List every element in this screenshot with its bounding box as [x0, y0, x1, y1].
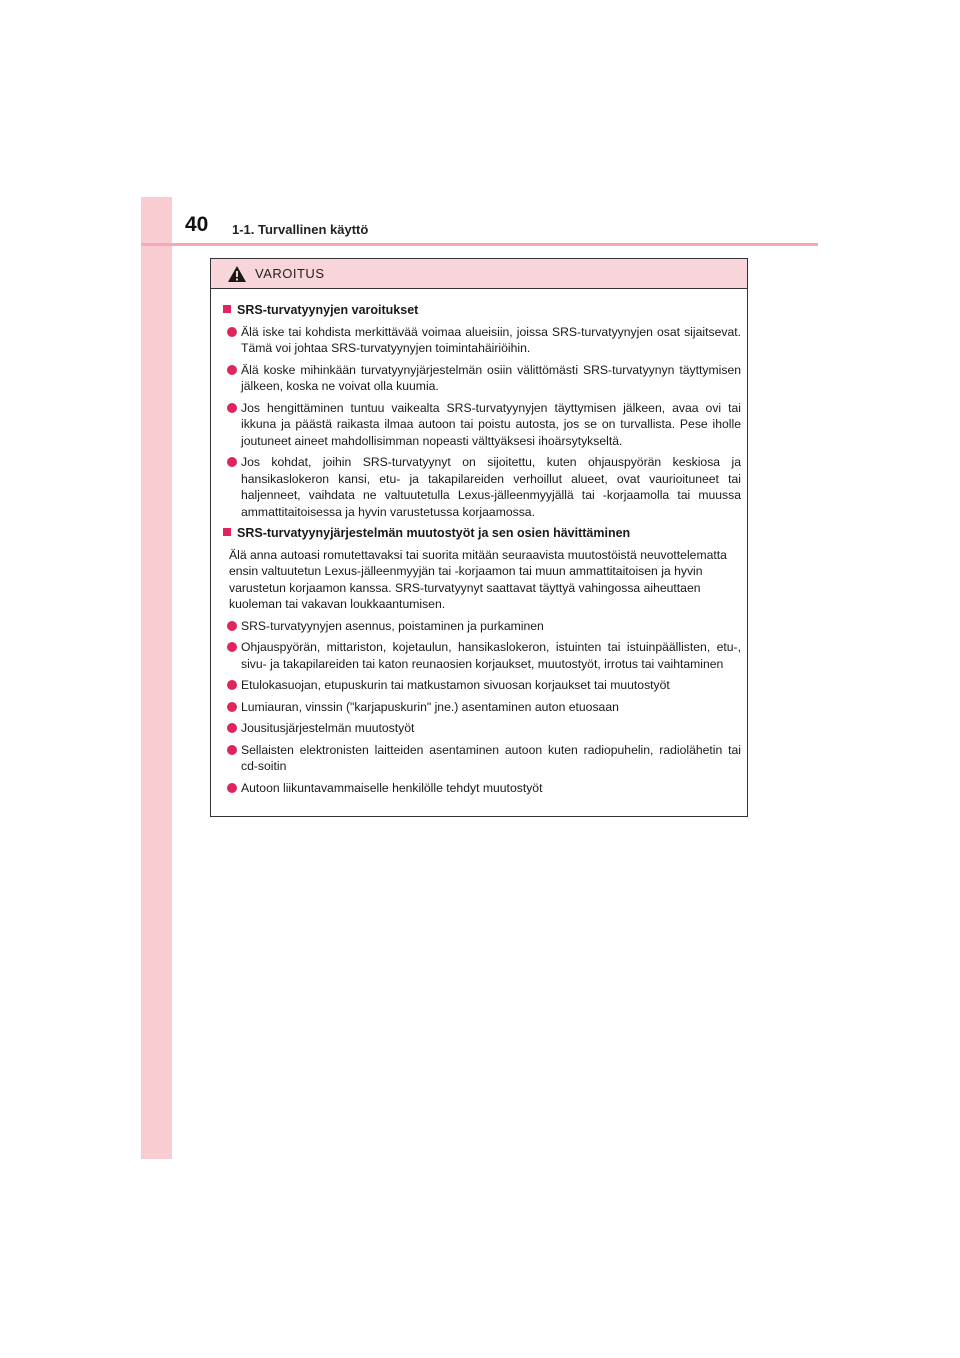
- round-bullet-icon: [227, 327, 237, 337]
- list-item: [223, 362, 741, 395]
- round-bullet-icon: [227, 642, 237, 652]
- square-bullet-icon: [223, 305, 231, 313]
- list-item-text: Sellaisten elektronisten laitteiden asentaminen autoon kuten radiopuhelin, radiolähetin tai cd-soitin: [241, 742, 741, 773]
- section-heading-text: SRS-turvatyynyjen varoitukset: [237, 303, 419, 317]
- list-item: [223, 742, 741, 775]
- page-number: 40: [185, 213, 209, 236]
- list-item-text: Jos kohdat, joihin SRS-turvatyynyt on sijoitettu, kuten ohjauspyörän keskiosa ja hansikaslokeron kansi, etu- ja takapilareiden verhoillut alueet, ovat vaurioituneet tai haljenneet, vaihdata ne valtuutetulla Lexus-jälleenmyyjällä tai -korjaamolla tai muussa ammattitaitoisessa ja hyvin varustetussa korjaamossa.: [241, 455, 741, 519]
- warning-title: VAROITUS: [255, 266, 325, 281]
- section-heading: [223, 302, 741, 319]
- list-item: [223, 400, 741, 450]
- list-item-text: Älä koske mihinkään turvatyynyjärjestelmän osiin välittömästi SRS-turvatyynyn täyttymisen jälkeen, koska ne voivat olla kuumia.: [241, 362, 741, 393]
- warning-header: [211, 259, 747, 289]
- round-bullet-icon: [227, 723, 237, 733]
- header-rule: [141, 243, 818, 246]
- warning-body: [211, 289, 747, 796]
- section-heading: [223, 525, 741, 542]
- list-item: [223, 639, 741, 672]
- list-item-text: Jousitusjärjestelmän muutostyöt: [241, 721, 415, 735]
- round-bullet-icon: [227, 783, 237, 793]
- list-item-text: Jos hengittäminen tuntuu vaikealta SRS-turvatyynyjen täyttymisen jälkeen, avaa ovi tai ikkuna ja päästä raikasta ilmaa autoon tai poistu autosta, jos se on turvallista. Pese iholle joutuneet aineet mahdollisimman nopeasti välttyäksesi ihoärsytykseltä.: [241, 400, 741, 448]
- round-bullet-icon: [227, 457, 237, 467]
- list-item: [223, 699, 741, 716]
- list-item: [223, 720, 741, 737]
- warning-triangle-icon: [227, 265, 247, 283]
- list-item-text: Autoon liikuntavammaiselle henkilölle tehdyt muutostyöt: [241, 780, 543, 795]
- section-title: 1-1. Turvallinen käyttö: [232, 222, 369, 237]
- square-bullet-icon: [223, 528, 231, 536]
- list-item-text: Etulokasuojan, etupuskurin tai matkustamon sivuosan korjaukset tai muutostyöt: [241, 678, 670, 692]
- list-item-text: Lumiauran, vinssin ("karjapuskurin" jne.) asentaminen auton etuosaan: [241, 699, 619, 714]
- section-heading-text: SRS-turvatyynyjärjestelmän muutostyöt ja sen osien hävittäminen: [237, 526, 631, 540]
- round-bullet-icon: [227, 365, 237, 375]
- round-bullet-icon: [227, 403, 237, 413]
- list-item: [223, 324, 741, 357]
- warning-box: [210, 258, 748, 817]
- side-color-band: [141, 197, 172, 1159]
- list-item: [223, 618, 741, 635]
- list-item: [223, 677, 741, 694]
- round-bullet-icon: [227, 680, 237, 690]
- list-item-text: Älä iske tai kohdista merkittävää voimaa alueisiin, joissa SRS-turvatyynyjen osat sijaitsevat. Tämä voi johtaa SRS-turvatyynyjen toimintahäiriöihin.: [241, 324, 741, 355]
- list-item-text: SRS-turvatyynyjen asennus, poistaminen ja purkaminen: [241, 618, 544, 633]
- round-bullet-icon: [227, 621, 237, 631]
- list-item-text: Ohjauspyörän, mittariston, kojetaulun, hansikaslokeron, istuinten tai istuinpäällisten, etu-, sivu- ja takapilareiden tai katon reunaosien korjaukset, muutostyöt, irrotus tai vaihtaminen: [241, 640, 741, 671]
- list-item: [223, 454, 741, 520]
- round-bullet-icon: [227, 702, 237, 712]
- round-bullet-icon: [227, 745, 237, 755]
- section-paragraph: Älä anna autoasi romutettavaksi tai suorita mitään seuraavista muutostöistä neuvottelematta ensin valtuutetun Lexus-jälleenmyyjän tai -korjaamon tai muun ammattitaitoisen ja hyvin varustetun korjaamon kanssa. SRS-turvatyynyt saattavat täyttyä vahingossa aiheuttaen kuoleman tai vakavan loukkaantumisen.: [229, 547, 727, 611]
- list-item: [223, 780, 741, 797]
